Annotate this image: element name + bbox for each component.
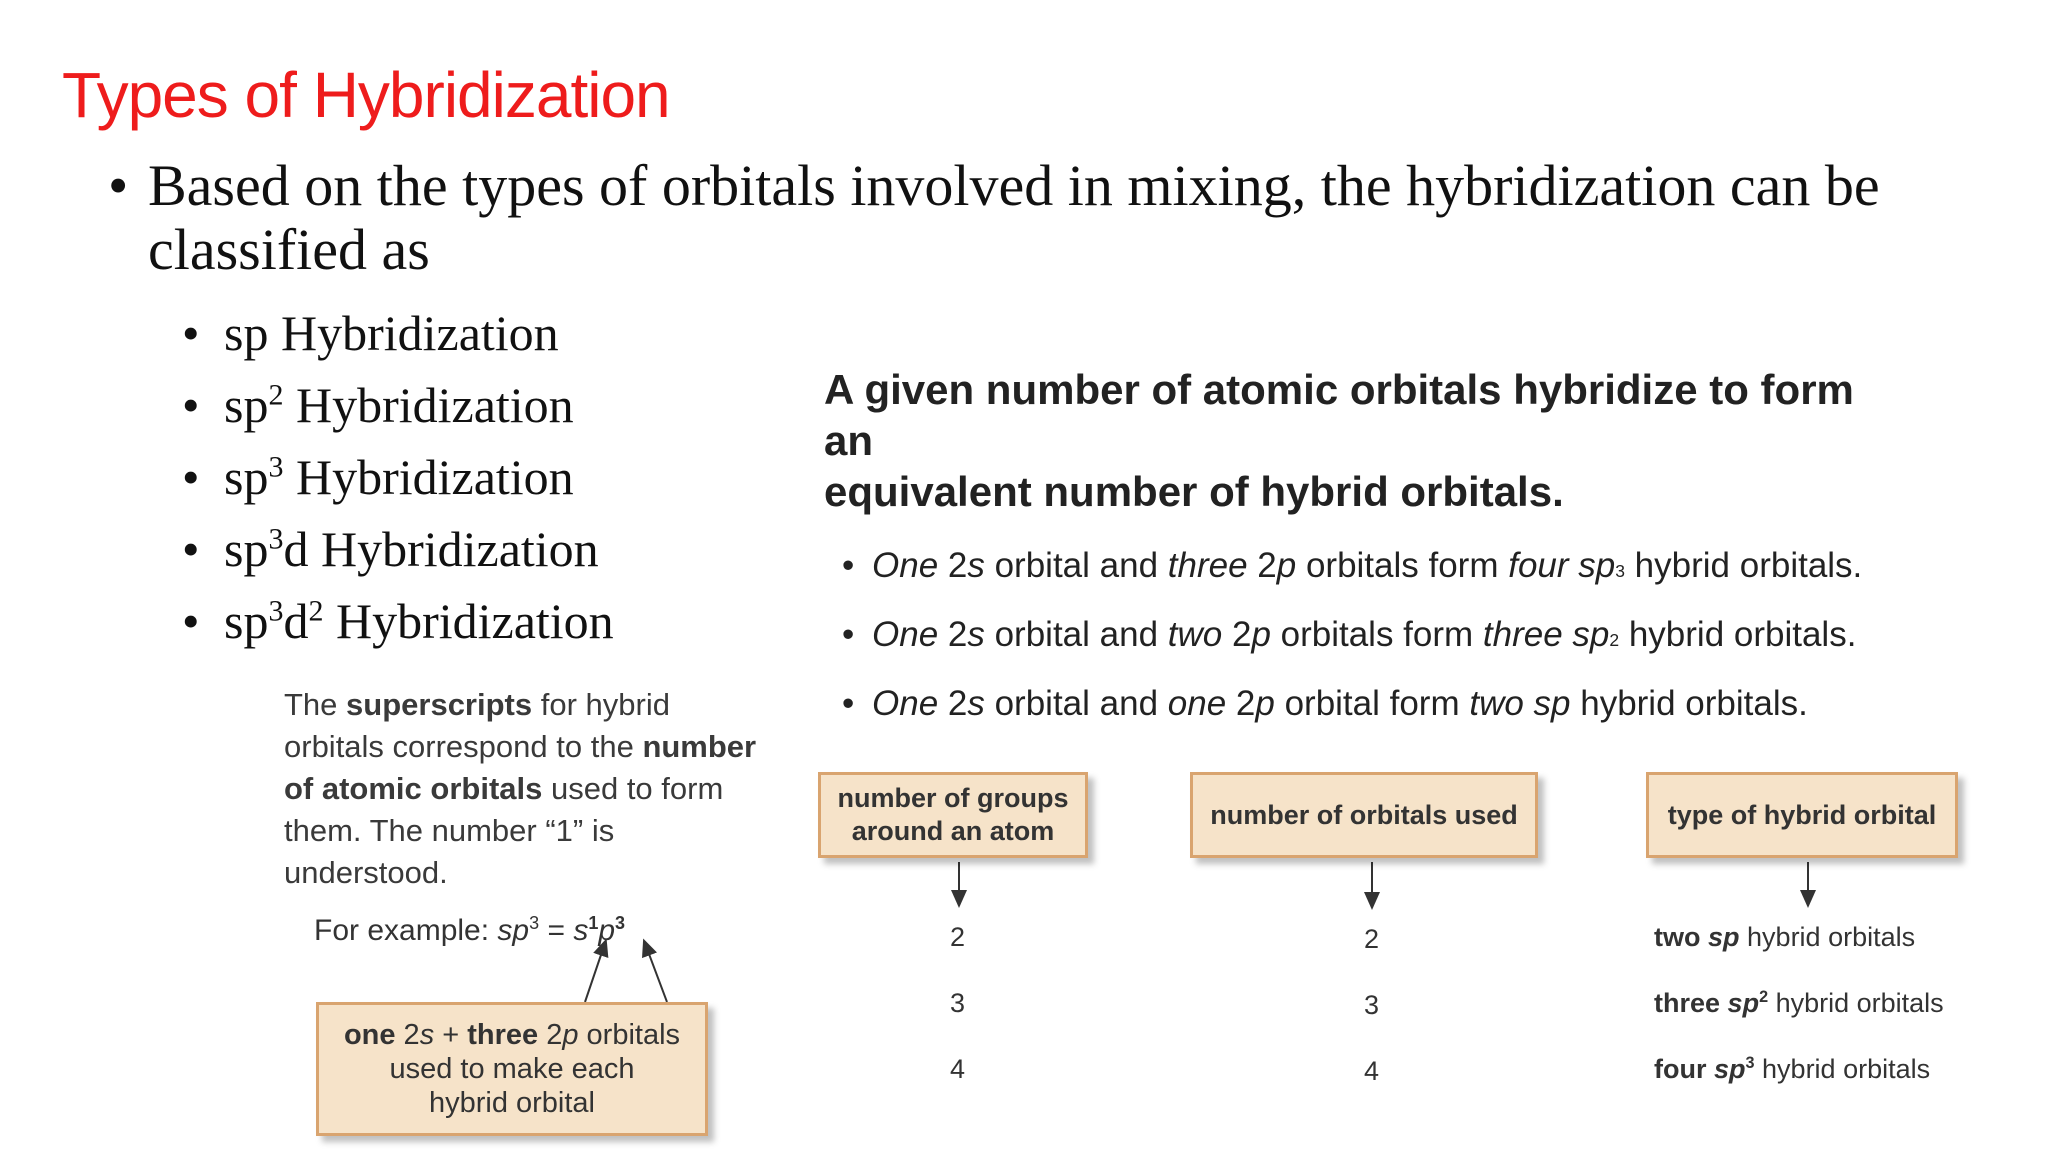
orbitals-count-box: one 2s + three 2p orbitals used to make each hybrid orbital [316,1002,708,1136]
hybridization-type-sp3: • $sp^3$ Hybridization [182,449,574,505]
bullet-marker: • [182,449,200,505]
bullet-marker: • [108,153,129,218]
hybridization-type-sp3d: • $sp^3d$ Hybridization [182,521,599,577]
groups-value: 4 [950,1054,966,1084]
bullet-marker: • [182,521,200,577]
orbitals-value: 3 [1364,990,1380,1020]
type-header-box: type of hybrid orbital [1646,772,1958,858]
groups-value: 3 [950,988,966,1018]
bullet-marker: • [842,684,855,723]
hybrid-type-value: two sp hybrid orbitals [1654,922,1916,952]
hybrid-type-value: three $sp^2$ hybrid orbitals [1654,988,1944,1018]
bullet-marker: • [182,377,200,433]
groups-header-box: number of groups around an atom [818,772,1088,858]
example-equation: For example: $sp^3 = s^1p^3$ [314,913,626,947]
rule-item: • One 2s orbital and two 2p orbitals form three sp2 hybrid orbitals. [842,615,1857,654]
bullet-marker: • [842,546,855,585]
hybridization-type-sp3d2: • $sp^3d^2$ Hybridization [182,593,614,649]
orbitals-value: 4 [1364,1056,1380,1086]
figure-heading: A given number of atomic orbitals hybridize to form an equivalent number of hybrid orbitals. [824,366,1854,515]
orbitals-header-box: number of orbitals used [1190,772,1538,858]
bullet-marker: • [842,615,855,654]
rule-item: • One 2s orbital and three 2p orbitals form four sp3 hybrid orbitals. [842,546,1863,585]
bullet-marker: • [182,305,200,361]
slide-title: Types of Hybridization [62,59,670,131]
rule-item: • One 2s orbital and one 2p orbital form two sp hybrid orbitals. [842,684,1808,723]
hybridization-type-sp: • sp Hybridization [182,305,559,361]
groups-value: 2 [950,922,966,952]
arrow-to-p [646,946,667,1002]
superscript-note: The superscripts for hybrid orbitals correspond to the number of atomic orbitals used to form them. The number “1” is understood. [284,687,757,890]
arrow-to-s [585,946,604,1002]
intro-text: Based on the types of orbitals involved in mixing, the hybridization can be classified as [148,153,1880,282]
hybridization-type-sp2: • $sp^2$ Hybridization [182,377,574,433]
hybrid-type-value: four $sp^3$ hybrid orbitals [1654,1054,1931,1084]
orbitals-value: 2 [1364,924,1380,954]
bullet-marker: • [182,593,200,649]
